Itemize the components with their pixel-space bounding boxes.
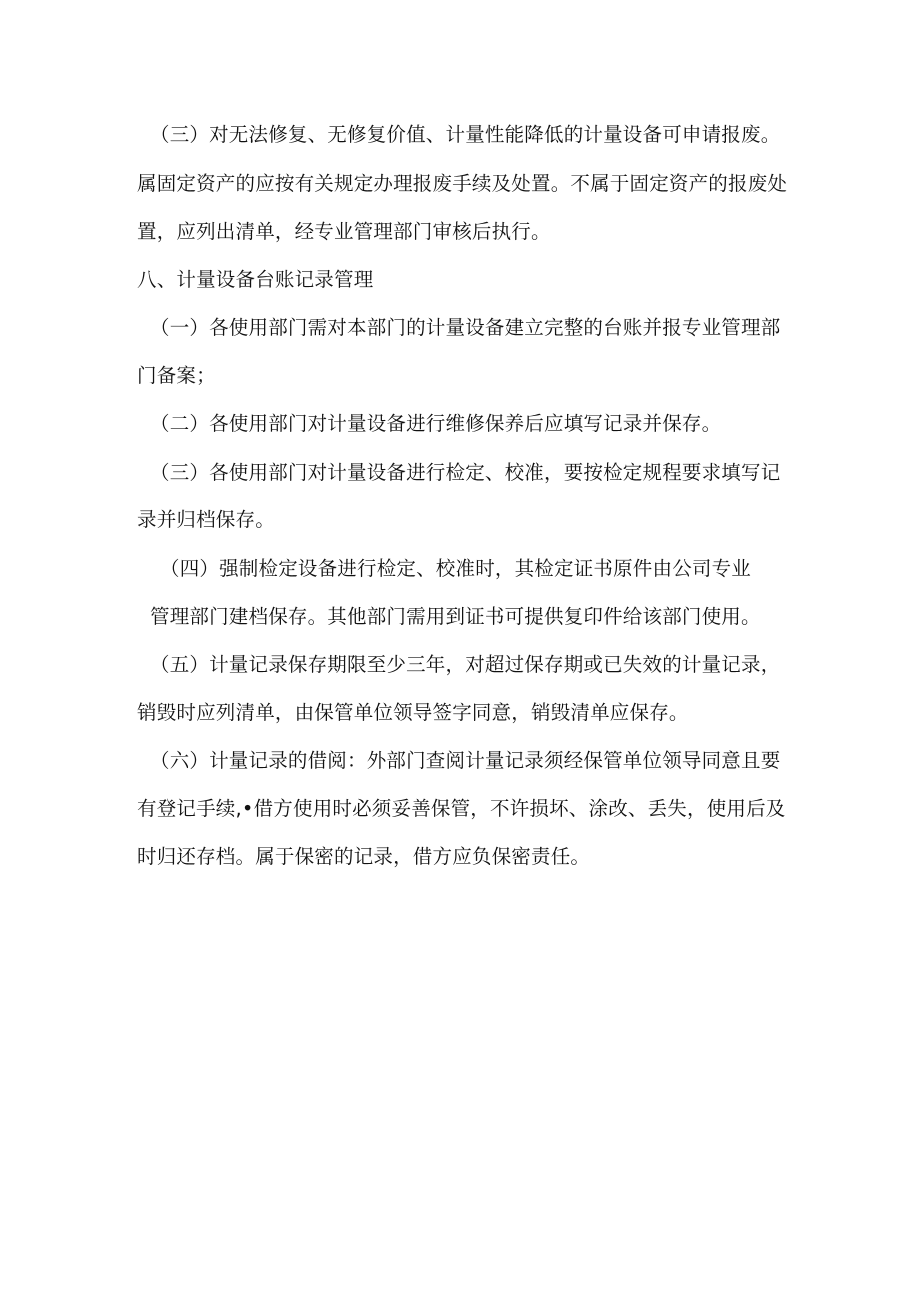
section-heading: 八、计量设备台账记录管理 — [137, 268, 374, 291]
text-line: （三）各使用部门对计量设备进行检定、校准，要按检定规程要求填写记 — [150, 461, 781, 484]
text-line: 管理部门建档保存。其他部门需用到证书可提供复印件给该部门使用。 — [150, 605, 761, 628]
text-line: （二）各使用部门对计量设备进行维修保养后应填写记录并保存。 — [150, 412, 722, 435]
text-line: （四）强制检定设备进行检定、校准时，其检定证书原件由公司专业 — [160, 557, 752, 580]
text-line: 置，应列出清单，经专业管理部门审核后执行。 — [137, 220, 551, 243]
text-line: （六）计量记录的借阅：外部门查阅计量记录须经保管单位领导同意且要 — [150, 749, 781, 772]
text-line: （一）各使用部门需对本部门的计量设备建立完整的台账并报专业管理部 — [150, 316, 781, 339]
text-line: 时归还存档。属于保密的记录，借方应负保密责任。 — [137, 845, 591, 868]
text-line: （三）对无法修复、无修复价值、计量性能降低的计量设备可申请报废。 — [150, 123, 781, 146]
text-line: 销毁时应列清单，由保管单位领导签字同意，销毁清单应保存。 — [137, 701, 689, 724]
text-line: （五）计量记录保存期限至少三年，对超过保存期或已失效的计量记录， — [150, 653, 781, 676]
text-line: 有登记手续,•借方使用时必须妥善保管，不许损坏、涂改、丢失，使用后及 — [137, 797, 786, 820]
text-line: 属固定资产的应按有关规定办理报废手续及处置。不属于固定资产的报废处 — [137, 172, 788, 195]
text-line: 录并归档保存。 — [137, 508, 275, 531]
text-line: 门备案； — [137, 364, 216, 387]
